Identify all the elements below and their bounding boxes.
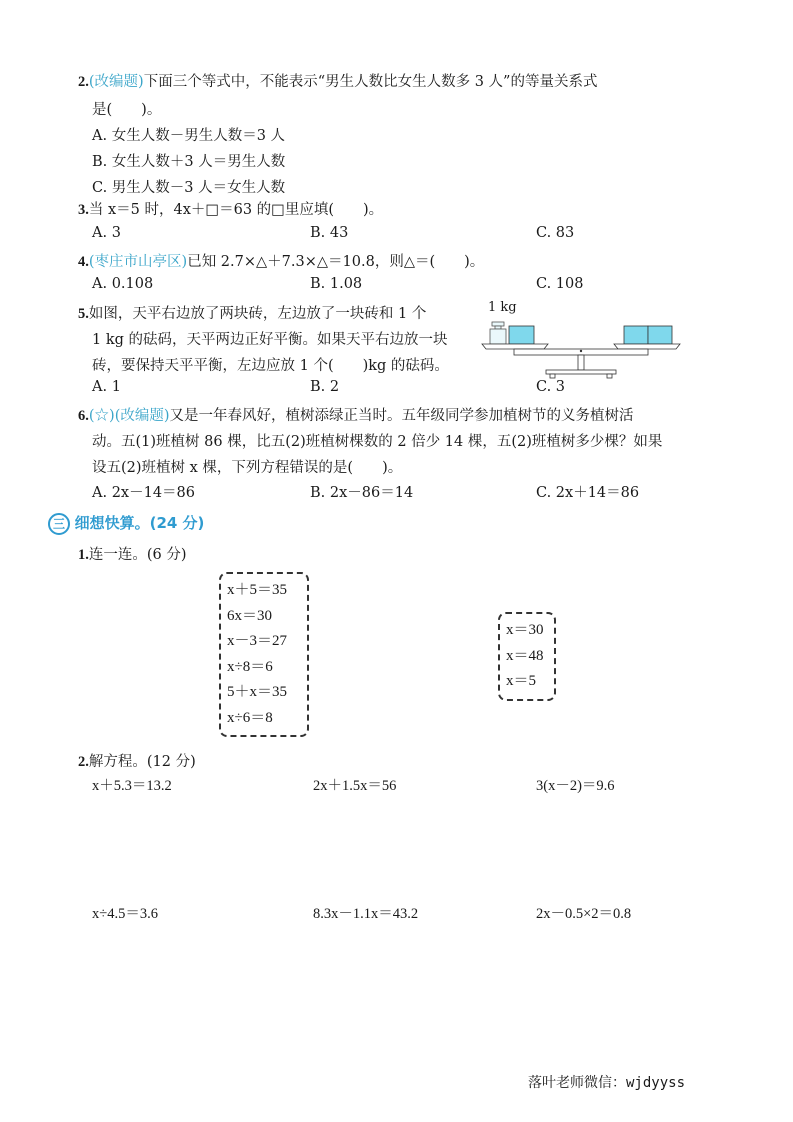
match-left-item[interactable]: x＋5＝35	[227, 582, 288, 598]
question-4-option-a: A. 0.108	[92, 276, 154, 292]
question-number: 3.	[78, 202, 89, 218]
weight-icon	[490, 322, 506, 344]
match-left-box	[219, 572, 309, 737]
question-text: 连一连。(6 分)	[88, 547, 187, 563]
question-2-line1	[78, 70, 597, 91]
question-5-line1	[78, 302, 426, 323]
question-5-option-c: C. 3	[536, 379, 566, 395]
question-number: 1.	[78, 547, 89, 563]
balance-scale-figure	[478, 318, 688, 380]
match-right-item[interactable]: x＝48	[506, 647, 544, 664]
brick-icon	[509, 326, 534, 344]
question-5-option-b: B. 2	[310, 379, 340, 395]
section-number-icon: 三	[48, 513, 70, 535]
question-6-option-a: A. 2x－14＝86	[92, 485, 195, 501]
question-6-line3: 设五(2)班植树 x 棵，下列方程错误的是( )。	[92, 460, 403, 476]
equation: x÷4.5＝3.6	[92, 906, 158, 922]
question-3-option-a: A. 3	[92, 225, 121, 241]
question-6-option-b: B. 2x－86＝14	[310, 485, 414, 501]
equation: 8.3x－1.1x＝43.2	[313, 906, 419, 922]
question-text: 已知 2.7×△＋7.3×△＝10.8，则△＝( )。	[187, 254, 485, 270]
sub-question-2-title	[78, 750, 196, 771]
question-2-option-a: A. 女生人数－男生人数＝3 人	[92, 128, 286, 144]
question-6-line1	[78, 404, 634, 425]
question-tag: (☆)(改编题)	[88, 408, 170, 424]
question-text: 又是一年春风好，植树添绿正当时。五年级同学参加植树节的义务植树活	[169, 408, 634, 424]
question-text: 当 x＝5 时，4x＋□＝63 的□里应填( )。	[88, 202, 384, 218]
match-right-item[interactable]: x＝30	[506, 622, 544, 638]
question-5-option-a: A. 1	[92, 379, 121, 395]
match-left-item[interactable]: 5＋x＝35	[227, 684, 288, 700]
question-4-text	[78, 250, 484, 271]
match-left-item[interactable]: x÷8＝6	[227, 658, 273, 675]
match-left-item[interactable]: 6x＝30	[227, 607, 273, 624]
question-text: 解方程。(12 分)	[88, 754, 196, 770]
equation: 2x－0.5×2＝0.8	[536, 906, 632, 922]
question-2-line2: 是( )。	[92, 102, 162, 118]
question-text: 如图，天平右边放了两块砖，左边放了一块砖和 1 个	[88, 306, 427, 322]
question-5-line2: 1 kg 的砝码，天平两边正好平衡。如果天平右边放一块	[92, 332, 448, 348]
question-2-option-b: B. 女生人数＋3 人＝男生人数	[92, 154, 286, 170]
question-text: 下面三个等式中，不能表示“男生人数比女生人数多 3 人”的等量关系式	[143, 74, 598, 90]
question-6-line2: 动。五(1)班植树 86 棵，比五(2)班植树棵数的 2 倍少 14 棵，五(2)班植树多少棵？如果	[92, 434, 663, 450]
question-number: 6.	[78, 408, 89, 424]
match-right-item[interactable]: x＝5	[506, 673, 537, 689]
section-3-header	[48, 512, 204, 535]
question-3-text	[78, 198, 383, 219]
equation: x＋5.3＝13.2	[92, 778, 172, 794]
question-number: 5.	[78, 306, 89, 322]
footer-watermark: 落叶老师微信：wjdyyss	[528, 1075, 686, 1091]
question-tag: (枣庄市山亭区)	[88, 254, 188, 270]
equation: 2x＋1.5x＝56	[313, 778, 397, 794]
question-number: 2.	[78, 74, 89, 90]
question-4-option-b: B. 1.08	[310, 276, 363, 292]
match-left-item[interactable]: x÷6＝8	[227, 709, 273, 726]
question-6-option-c: C. 2x＋14＝86	[536, 485, 640, 501]
question-number: 2.	[78, 754, 89, 770]
brick-icon	[624, 326, 648, 344]
question-2-option-c: C. 男生人数－3 人＝女生人数	[92, 180, 286, 196]
weight-label: 1 kg	[488, 300, 517, 315]
brick-icon	[648, 326, 672, 344]
question-3-option-b: B. 43	[310, 225, 349, 241]
match-left-item[interactable]: x－3＝27	[227, 633, 288, 649]
question-number: 4.	[78, 254, 89, 270]
equation: 3(x－2)＝9.6	[536, 778, 615, 794]
section-title: 细想快算。(24 分)	[74, 514, 205, 532]
sub-question-1-title	[78, 543, 187, 564]
question-4-option-c: C. 108	[536, 276, 584, 292]
question-5-line3: 砖，要保持天平平衡，左边应放 1 个( )kg 的砝码。	[92, 358, 449, 374]
question-tag: (改编题)	[88, 74, 144, 90]
match-right-box	[498, 612, 556, 701]
question-3-option-c: C. 83	[536, 225, 575, 241]
